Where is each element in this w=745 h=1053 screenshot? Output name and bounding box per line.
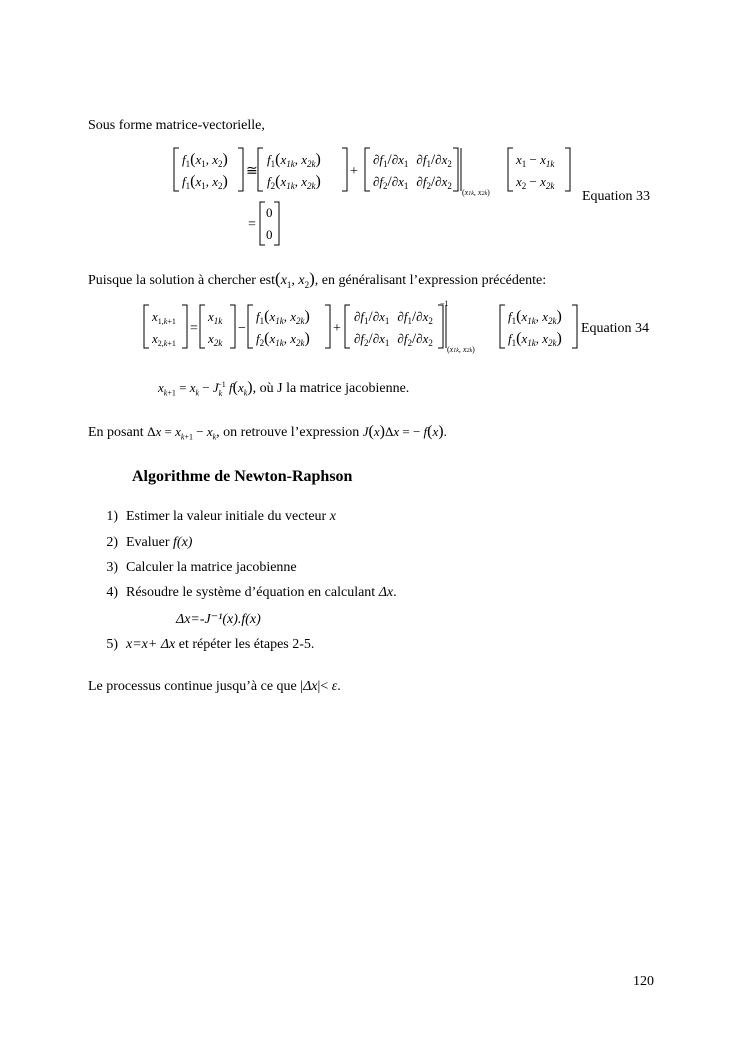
step-number: 1): [106, 509, 118, 524]
list-item: [96, 560, 297, 576]
svg-text:∂f1/∂x1∂f1/∂x2: $\partial f_1/\partial x_1$ $\partial f_1/\partial x_2$: [354, 309, 433, 326]
posant-middle: , on retrouve l’expression: [216, 425, 360, 440]
equation-33: [170, 145, 590, 250]
list-item: [96, 585, 397, 601]
step-text: Evaluer: [126, 535, 174, 550]
list-item: [96, 509, 336, 525]
posant-before: En posant: [88, 425, 144, 440]
svg-text:∂f1/∂x1∂f1/∂x2: $\partial f_1/\partial x_1$ $\partial f_1/\partial x_2$: [373, 152, 452, 169]
posant-sentence: [88, 424, 447, 442]
step-text: Calculer la matrice jacobienne: [126, 560, 297, 575]
svg-text:0: 0: [266, 227, 273, 242]
list-item: [96, 535, 192, 551]
svg-text:≅: ≅: [246, 164, 258, 179]
conclusion-delta: Δx: [303, 679, 318, 694]
conclusion-end: |<: [317, 679, 332, 694]
svg-text:(x1k, x2k): (x1k, x2k): [462, 188, 490, 197]
solution-before: Puisque la solution à chercher est: [88, 273, 276, 288]
step-number: 2): [106, 535, 118, 550]
list-item: [96, 637, 314, 653]
svg-text:f2(x1k, x2k): $f_2(x_{1k}$, $x_{2k}$): [267, 173, 321, 191]
step-suffix: .: [393, 585, 397, 600]
newton-expression: J(x)Δx = − f(x).: [362, 423, 447, 440]
step-number: 3): [106, 560, 118, 575]
svg-text:=: =: [248, 217, 256, 232]
equation-34: [140, 299, 580, 362]
svg-text:+: +: [350, 164, 358, 179]
svg-text:x2,k+1: $x_{2,k+1}$: [152, 331, 176, 348]
step-italic: Δx: [378, 585, 394, 600]
svg-text:f1(x1, x2): $f_1(x_1$, $x_2$): [182, 151, 228, 169]
solution-sentence: [88, 270, 546, 290]
step-italic: x: [329, 509, 336, 524]
svg-text:x2k: $x_{2k}$: [208, 331, 223, 348]
equation-33-label: Equation 33: [582, 189, 651, 204]
svg-text:x1,k+1: $x_{1,k+1}$: [152, 309, 176, 326]
step4-formula: Δx=-J⁻¹(x).f(x): [176, 612, 261, 627]
step-text: et répéter les étapes 2-5.: [175, 637, 315, 652]
svg-text:x2 − x2k: $x_2 - x_{2k}$: [516, 174, 555, 191]
page-number: 120: [633, 974, 654, 989]
svg-text:f1(x1, x2): $f_1(x_1$, $x_2$): [182, 173, 228, 191]
svg-text:f1(x1k, x2k): $f_1(x_{1k}$, $x_{2k}$): [508, 330, 562, 348]
conclusion-text: Le processus continue jusqu’à ce que |: [88, 679, 304, 694]
svg-text:f1(x1k, x2k): $f_1(x_{1k}$, $x_{2k}$): [267, 151, 321, 169]
svg-text:f1(x1k, x2k): $f_1(x_{1k}$, $x_{2k}$): [508, 308, 562, 326]
svg-text:x1 − x1k: $x_1 - x_{1k}$: [516, 152, 555, 169]
svg-text:=: =: [190, 321, 198, 336]
svg-text:(x1k, x2k): (x1k, x2k): [447, 345, 475, 354]
solution-vector: ($x_1$, $x_2$): [275, 269, 315, 290]
svg-text:x1k: $x_{1k}$: [208, 309, 223, 326]
delta-x-definition: $\Delta x = x_{k+1} - x_k$: [147, 424, 217, 442]
svg-text:−: −: [238, 321, 246, 336]
step-italic: f(x): [173, 535, 193, 550]
svg-text:∂f2/∂x1∂f2/∂x2: $\partial f_2/\partial x_1$ $\partial f_2/\partial x_2$: [373, 174, 452, 191]
svg-text:f2(x1k, x2k): $f_2(x_{1k}$, $x_{2k}$): [256, 330, 310, 348]
step-number: 5): [106, 637, 118, 652]
equation-34-label: Equation 34: [581, 321, 650, 336]
conclusion-epsilon: ε: [331, 679, 338, 694]
svg-text:+: +: [333, 321, 341, 336]
jacobian-note: , où J la matrice jacobienne.: [252, 381, 410, 396]
conclusion-sentence: [88, 680, 341, 694]
step-text: Estimer la valeur initiale du vecteur: [126, 509, 330, 524]
svg-text:f1(x1k, x2k): $f_1(x_{1k}$, $x_{2k}$): [256, 308, 310, 326]
step-text: Résoudre le système d’équation en calculant: [126, 585, 379, 600]
svg-text:0: 0: [266, 205, 273, 220]
svg-text:−1: −1: [440, 299, 449, 308]
intro-text: Sous forme matrice-vectorielle,: [88, 118, 265, 133]
conclusion-dot: .: [337, 679, 341, 694]
step-number: 4): [106, 585, 118, 600]
step-italic: x=x+ Δx: [126, 637, 176, 652]
newton-iteration-formula: $x_{k+1} = x_k - J_k^{-1}$ $f(x_k)$: [158, 379, 253, 398]
svg-text:∂f2/∂x1∂f2/∂x2: $\partial f_2/\partial x_1$ $\partial f_2/\partial x_2$: [354, 331, 433, 348]
algorithm-heading: Algorithme de Newton-Raphson: [132, 468, 353, 485]
newton-iteration-line: [158, 380, 409, 398]
solution-after: , en généralisant l’expression précédente:: [314, 273, 547, 288]
